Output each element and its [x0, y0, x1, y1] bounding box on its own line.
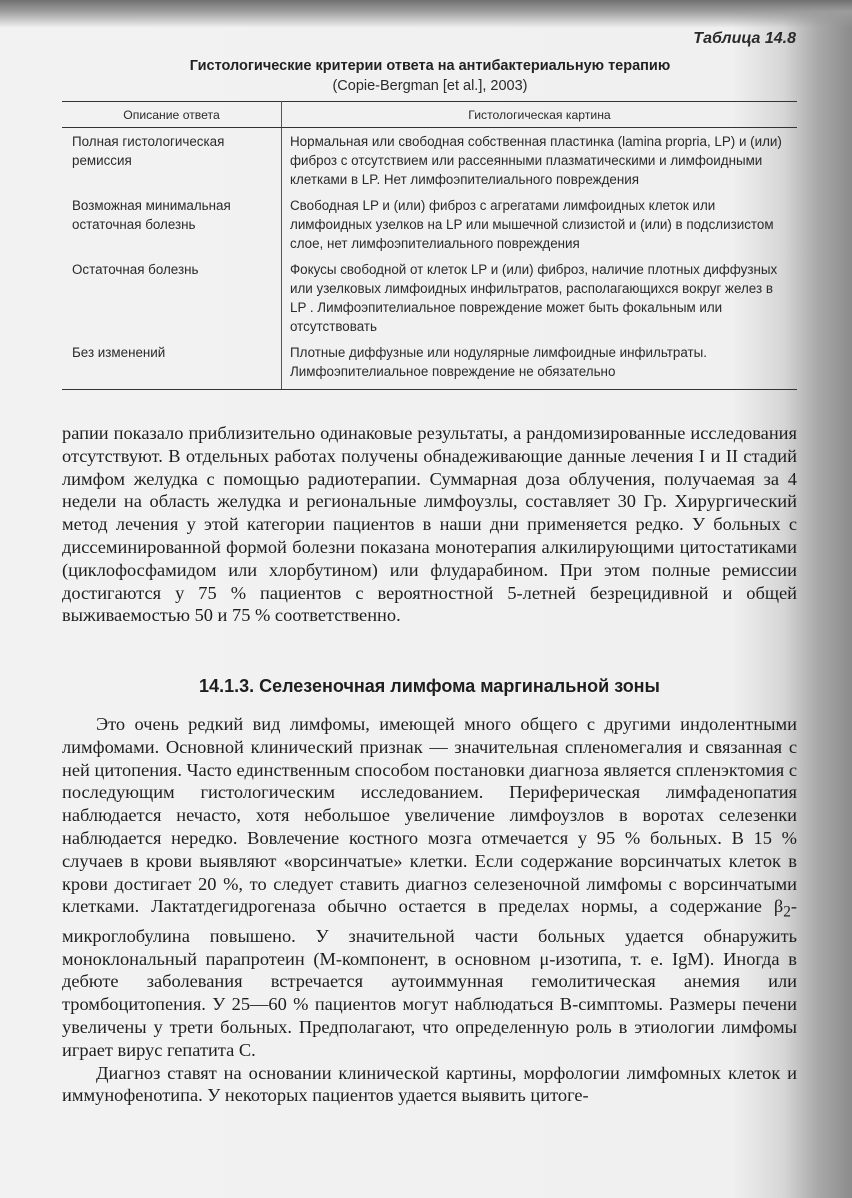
paragraph-text: Это очень редкий вид лимфомы, имеющей много общего с другими индолентными лимфомами. Основной клинический признак — значительная спленомегалия и связанная с ней цитопения. Часто единственным способом постановки диагноза является спленэктомия с последующим гистологическим исследованием. Периферическая лимфаденопатия наблюдается нечасто, хотя небольшое увеличение лимфоузлов в воротах селезенки наблюдается нередко. Вовлечение костного мозга отмечается у 95 % больных. В 15 % случаев в крови выявляют «ворсинчатые» клетки. Если содержание ворсинчатых клеток в крови достигает 20 %, то следует ставить диагноз селезеночной лимфомы с ворсинчатыми клетками. Лактатдегидрогеназа обычно остается в пределах нормы, а содержание β — [62, 714, 797, 917]
table-row — [62, 339, 797, 390]
histology-cell: Свободная LP и (или) фиброз с агрегатами лимфоидных клеток или лимфоидных узелков на LP или мышечной слизистой и (или) в подслизистом слое, нет лимфоэпителиального повреждения — [290, 198, 774, 251]
table-row — [62, 128, 797, 193]
histology-cell: Фокусы свободной от клеток LP и (или) фиброз, наличие плотных диффузных или узелковых лимфоидных инфильтратов, располагающихся вокруг желез в LP . Лимфоэпителиальное повреждение может быть фокальным или отсутствовать — [290, 262, 778, 334]
subscript: 2 — [783, 904, 791, 922]
histology-cell: Нормальная или свободная собственная пластинка (lamina propria, LP) и (или) фиброз с отсутствием или рассеянными плазматическими и лимфоидными клетками в LP. Нет лимфоэпителиального повреждения — [290, 134, 782, 187]
paragraph: рапии показало приблизительно одинаковые результаты, а рандомизированные исследования отсутствуют. В отдельных работах получены обнадеживающие данные лечения I и II стадий лимфом желудка с помощью радиотерапии. Суммарная доза облучения, получаемая за 4 недели на область желудка и региональные лимфоузлы, составляет 30 Гр. Хирургический метод лечения у этой категории пациентов в наши дни применяется редко. У больных с диссеминированной формой болезни показана монотерапия алкилирующими цитостатиками (циклофосфамидом или хлорбутином) или флударабином. При этом полные ремиссии достигаются у 75 % пациентов с вероятностной 5-летней безрецидивной и общей выживаемостью 50 и 75 % соответственно. — [62, 423, 797, 626]
scan-shadow — [0, 0, 852, 28]
column-header: Описание ответа — [62, 102, 282, 128]
column-header: Гистологическая картина — [282, 102, 798, 128]
paragraph: Диагноз ставят на основании клинической картины, морфологии лимфомных клеток и иммунофенотипа. У некоторых пациентов удается выявить цитоге- — [62, 1062, 797, 1106]
response-cell: Полная гистологическая ремиссия — [62, 128, 282, 193]
text-block-main — [62, 713, 797, 1107]
table-row — [62, 256, 797, 339]
section-heading: 14.1.3. Селезеночная лимфома маргинальной зоны — [199, 676, 660, 696]
table-source: (Copie-Bergman [et al.], 2003) — [332, 78, 528, 94]
response-cell: Остаточная болезнь — [62, 256, 282, 339]
histology-cell: Плотные диффузные или нодулярные лимфоидные инфильтраты. Лимфоэпителиальное повреждение не обязательно — [282, 339, 798, 390]
response-cell: Без изменений — [62, 339, 282, 390]
table-title: Гистологические критерии ответа на антибактериальную терапию — [189, 58, 671, 74]
criteria-table — [62, 101, 797, 390]
response-cell: Возможная минимальная остаточная болезнь — [62, 192, 282, 256]
text-block-top — [62, 422, 797, 627]
table-header-row — [62, 102, 797, 128]
table-number: Таблица 14.8 — [693, 30, 796, 47]
paragraph — [62, 713, 797, 1062]
paragraph-text: -микроглобулина повышено. У значительной части больных удается обнаружить моноклональный парапротеин (М-компонент, в основном μ-изотипа, т. е. IgM). Иногда в дебюте заболевания встречается аутоиммунная гемолитическая анемия или тромбоцитопения. У 25—60 % пациентов могут наблюдаться В-симптомы. Размеры печени увеличены у трети больных. Предполагают, что определенную роль в этиологии лимфомы играет вирус гепатита С. — [62, 896, 797, 1060]
table-row — [62, 192, 797, 256]
